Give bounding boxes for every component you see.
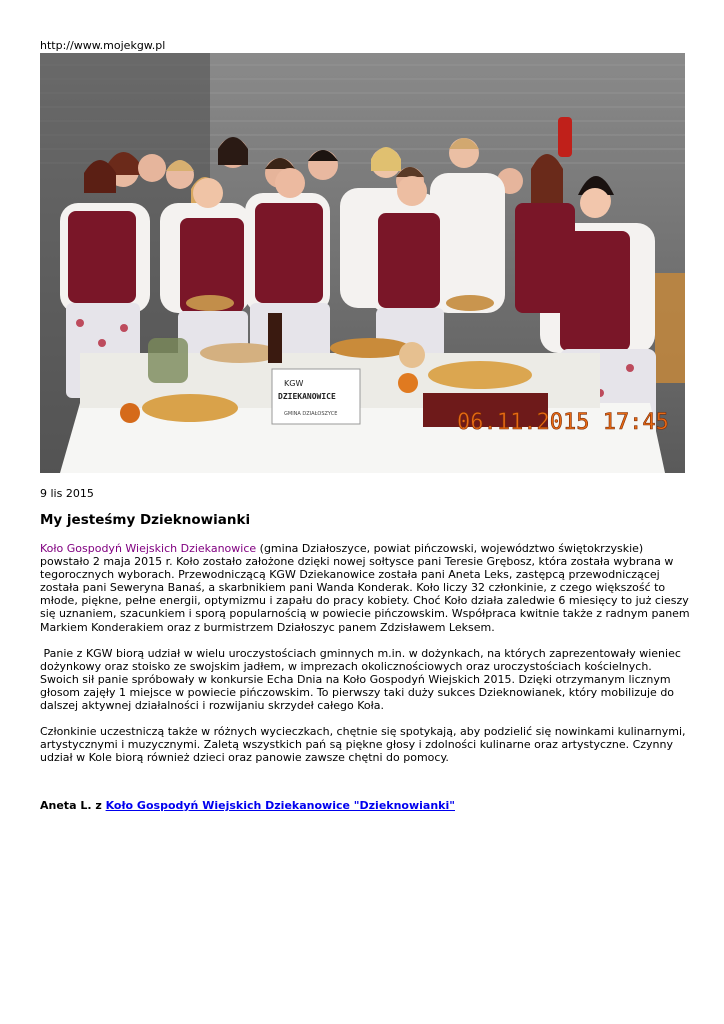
post-title: My jesteśmy Dzieknowianki — [40, 512, 251, 528]
group-link[interactable]: Koło Gospodyń Wiejskich Dziekanowice "Dzieknowianki" — [105, 799, 455, 812]
paragraph-1-text: (gmina Działoszyce, powiat pińczowski, województwo świętokrzyskie) powstało 2 maja 2015 r. Koło zostało założone dzięki nowej sołtysce pani Teresie Grębosz, która została wybrana w tegorocznych wyborach. Przewodniczącą KGW Dziekanowice została pani Aneta Leks, zastępcą przewodniczącej została pani Seweryna Banaś, a skarbnikiem pani Wanda Konderak. Koło liczy 32 członkinie, z czego większość to młode, piękne, pełne energii, optymizmu i zapału do pracy kobiety. Choć Koło działa zaledwie 6 miesięcy to już cieszy się uznaniem, szacunkiem i sporą popularnością w powiecie pińczowskim. Współpraca kwitnie także z radnym panem Markiem Konderakiem oraz z burmistrzem Działoszyc panem Zdzisławem Leksem. — [40, 542, 690, 634]
paragraph-2: Panie z KGW biorą udział w wielu uroczystościach gminnych m.in. w dożynkach, na których zaprezentowały wieniec dożynkowy oraz stoisko ze swojskim jadłem, w imprezach okolicznościowych oraz uroczystościach kościelnych. Swoich sił panie spróbowały w konkursie Echa Dnia na Koło Gospodyń Wiejskich 2015. Dzięki otrzymanym licznym głosom zajęły 1 miejsce w powiecie pińczowskim. To pierwszy taki duży sukces Dzieknowianek, który mobilizuje do dalszej aktywnej działalności i rozwijaniu skrzydeł całego Koła. — [40, 646, 685, 713]
author-connector: z — [91, 799, 106, 812]
sign-text-line1: KGW — [284, 379, 304, 388]
post-footer — [40, 799, 455, 812]
sign-text-line2: DZIEKANOWICE — [278, 392, 336, 401]
camera-timestamp: 06.11.2015 17:45 — [457, 410, 669, 435]
author-name: Aneta L. — [40, 799, 92, 812]
kgw-link[interactable]: Koło Gospodyń Wiejskich Dziekanowice — [40, 542, 257, 555]
sign-text-line3: GMINA DZIAŁOSZYCE — [284, 411, 338, 417]
paragraph-1 — [40, 542, 690, 634]
paragraph-3: Członkinie uczestniczą także w różnych wycieczkach, chętnie się spotykają, aby podzielić się nowinkami kulinarnymi, artystycznymi i muzycznymi. Zaletą wszystkich pań są piękne głosy i zdolności kulinarne oraz artystyczne. Czynny udział w Kole biorą również dzieci oraz panowie zawsze chętni do pomocy. — [40, 725, 686, 765]
post-date: 9 lis 2015 — [40, 487, 94, 500]
page-url: http://www.mojekgw.pl — [40, 39, 166, 52]
post-body — [40, 542, 690, 777]
group-photo — [40, 53, 685, 473]
